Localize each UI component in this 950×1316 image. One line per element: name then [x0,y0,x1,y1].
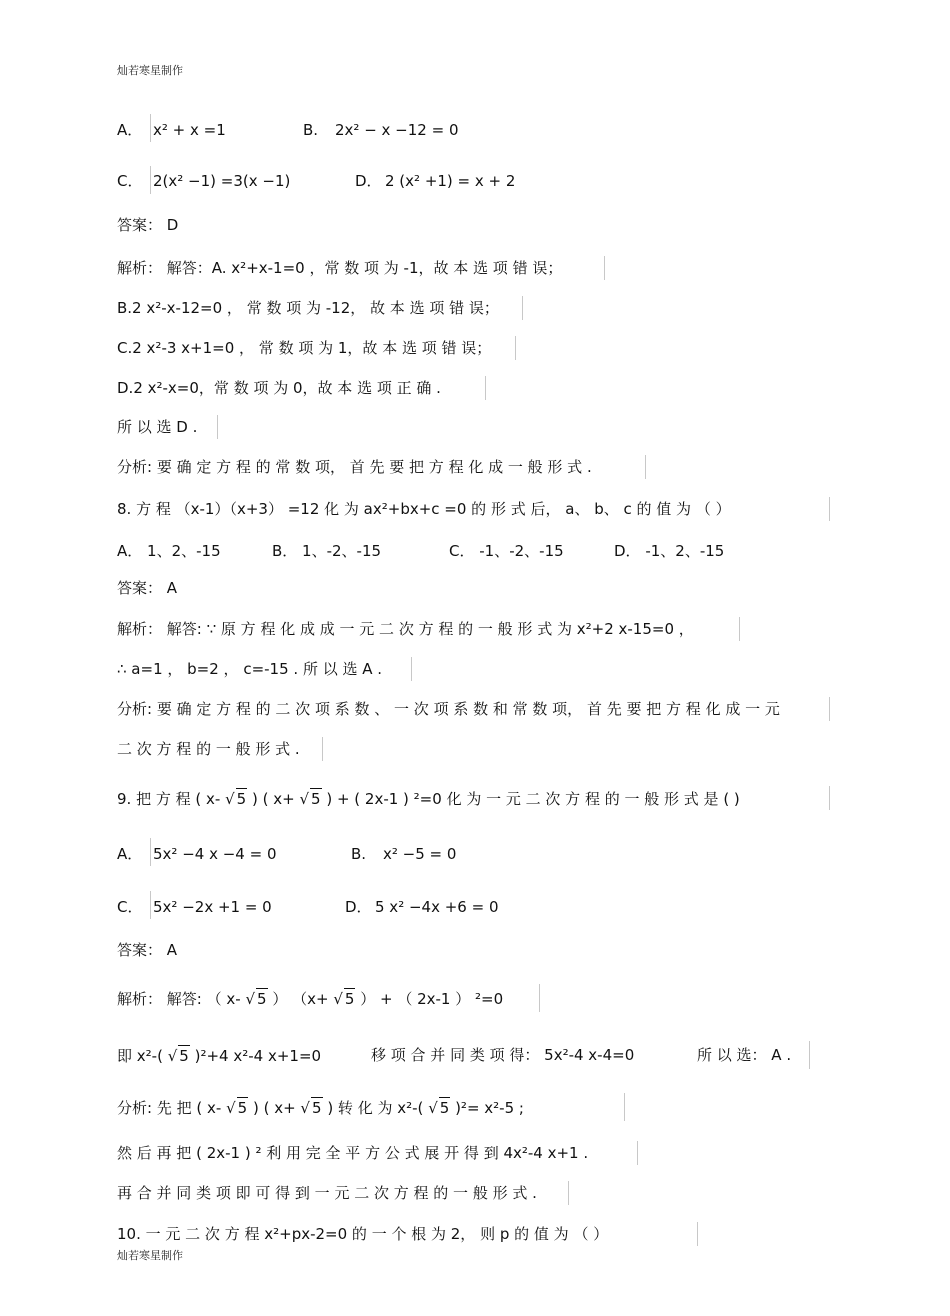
q9-question-part: 9. 把 方 程 ( x- [117,790,221,808]
divider [322,737,323,761]
q9-analysis-part: 分析: 先 把 ( x- [117,1099,222,1117]
divider [829,697,830,721]
divider [624,1093,625,1121]
divider [637,1141,638,1165]
page-footer: 灿若寒星制作 [117,1249,183,1262]
q9-question [117,788,740,809]
q9-question-part: ) + ( 2x-1 ) ²=0 化 为 一 元 二 次 方 程 的 一 般 形 式 是 ( ) [326,790,740,808]
q7-option-d-label: D． [355,172,382,190]
q9-explanation-part: 所 以 选： A . [697,1046,792,1064]
q9-analysis-2: 然 后 再 把 ( 2x-1 ) ² 利 用 完 全 平 方 公 式 展 开 得 到 4x²-4 x+1 . [117,1144,589,1162]
sqrt-symbol: √ 5 [300,1099,322,1117]
q9-question-part: ) ( x+ [251,790,295,808]
q7-explanation-4: D.2 x²-x=0，常 数 项 为 0，故 本 选 项 正 确 . [117,379,441,397]
q7-explanation-2: B.2 x²-x-12=0 ， 常 数 项 为 -12， 故 本 选 项 错 误； [117,299,499,317]
q9-explanation-part: ） （x+ [272,990,329,1008]
sqrt-symbol: √ 5 [225,790,247,808]
q9-explanation-part: 移 项 合 并 同 类 项 得： 5x²-4 x-4=0 [371,1046,635,1064]
radicand: 5 [311,790,321,808]
q7-explanation-5: 所 以 选 D . [117,418,198,436]
q7-option-b-label: B. [303,121,319,139]
divider [829,786,830,810]
divider [568,1181,569,1205]
radicand: 5 [236,790,247,808]
q8-option-d: D． -1、2、-15 [614,542,725,560]
radicand: 5 [179,1047,189,1065]
sqrt-symbol: √ 5 [226,1099,248,1117]
q9-analysis-1 [117,1097,524,1118]
q7-option-c-label: C． [117,172,143,190]
divider [485,376,486,400]
radicand: 5 [344,990,355,1008]
q9-option-b: x² −5 = 0 [383,845,457,863]
q9-explanation-part: ） + （ 2x-1 ） ²=0 [360,990,504,1008]
divider [150,166,151,194]
q9-option-row-1 [117,844,457,864]
q7-answer: 答案： D [117,216,179,234]
sqrt-symbol: √ 5 [428,1099,450,1117]
q9-analysis-part: ) ( x+ [252,1099,296,1117]
divider [739,617,740,641]
q9-option-row-2 [117,897,499,917]
radicand: 5 [439,1099,450,1117]
q9-analysis-part: )²= x²-5 ; [455,1099,524,1117]
q9-explanation-2 [117,1045,792,1066]
divider [150,891,151,919]
q9-option-c-label: C． [117,898,143,916]
sqrt-symbol: √ 5 [167,1047,189,1065]
q7-analysis: 分析: 要 确 定 方 程 的 常 数 项， 首 先 要 把 方 程 化 成 一 般 形 式 . [117,458,592,476]
sqrt-symbol: √ 5 [299,790,321,808]
q8-options [117,541,725,561]
q9-explanation-part: 解析： 解答: （ x- [117,990,241,1008]
q7-option-a-label: A． [117,121,143,139]
q7-option-row-1 [117,120,459,140]
radicand: 5 [237,1099,248,1117]
q8-option-c: C． -1、-2、-15 [449,542,564,560]
divider [522,296,523,320]
q8-explanation-2: ∴ a=1 ， b=2 ， c=-15 . 所 以 选 A . [117,660,383,678]
q9-option-b-label: B. [351,845,367,863]
q8-option-b: B． 1、-2、-15 [272,542,382,560]
q9-option-a-label: A． [117,845,143,863]
divider [645,455,646,479]
q7-option-c: 2(x² −1) =3(x −1) [153,172,291,190]
sqrt-symbol: √ 5 [245,990,267,1008]
page-header: 灿若寒星制作 [117,64,183,77]
sqrt-symbol: √ 5 [333,990,355,1008]
divider [809,1041,810,1069]
divider [150,838,151,866]
divider [411,657,412,681]
q7-option-a: x² + x =1 [153,121,226,139]
divider [604,256,605,280]
q8-analysis-2: 二 次 方 程 的 一 般 形 式 . [117,740,300,758]
q8-analysis-1: 分析: 要 确 定 方 程 的 二 次 项 系 数 、 一 次 项 系 数 和 常 数 项， 首 先 要 把 方 程 化 成 一 元 [117,700,780,718]
q8-explanation-1: 解析： 解答: ∵ 原 方 程 化 成 成 一 元 二 次 方 程 的 一 般 形 式 为 x²+2 x-15=0 ， [117,620,694,638]
q7-option-d: 2 (x² +1) = x + 2 [385,172,516,190]
q7-option-b: 2x² − x −12 = 0 [335,121,459,139]
q8-question: 8. 方 程 （x-1）（x+3） =12 化 为 ax²+bx+c =0 的 形 式 后， a、 b、 c 的 值 为 （ ） [117,500,731,518]
q8-option-a: A． 1、2、-15 [117,542,221,560]
q10-question: 10. 一 元 二 次 方 程 x²+px-2=0 的 一 个 根 为 2， 则 p 的 值 为 （ ） [117,1225,609,1243]
q9-option-c: 5x² −2x +1 = 0 [153,898,272,916]
q9-option-a: 5x² −4 x −4 = 0 [153,845,277,863]
q9-option-d: 5 x² −4x +6 = 0 [375,898,499,916]
divider [539,984,540,1012]
divider [829,497,830,521]
q9-explanation-part: )²+4 x²-4 x+1=0 [194,1047,322,1065]
q9-analysis-part: ) 转 化 为 x²-( [327,1099,424,1117]
q8-answer: 答案： A [117,579,178,597]
q7-explanation-3: C.2 x²-3 x+1=0 ， 常 数 项 为 1，故 本 选 项 错 误； [117,339,492,357]
divider [150,114,151,142]
q9-option-d-label: D． [345,898,372,916]
divider [217,415,218,439]
radicand: 5 [257,990,267,1008]
q7-option-row-2 [117,171,516,191]
q9-explanation-1 [117,988,503,1009]
divider [515,336,516,360]
q7-explanation-1: 解析： 解答：A. x²+x-1=0 ，常 数 项 为 -1，故 本 选 项 错 误； [117,259,563,277]
q9-answer: 答案： A [117,941,178,959]
q9-analysis-3: 再 合 并 同 类 项 即 可 得 到 一 元 二 次 方 程 的 一 般 形 式 . [117,1184,537,1202]
divider [697,1222,698,1246]
q9-explanation-part: 即 x²-( [117,1047,163,1065]
radicand: 5 [311,1099,322,1117]
